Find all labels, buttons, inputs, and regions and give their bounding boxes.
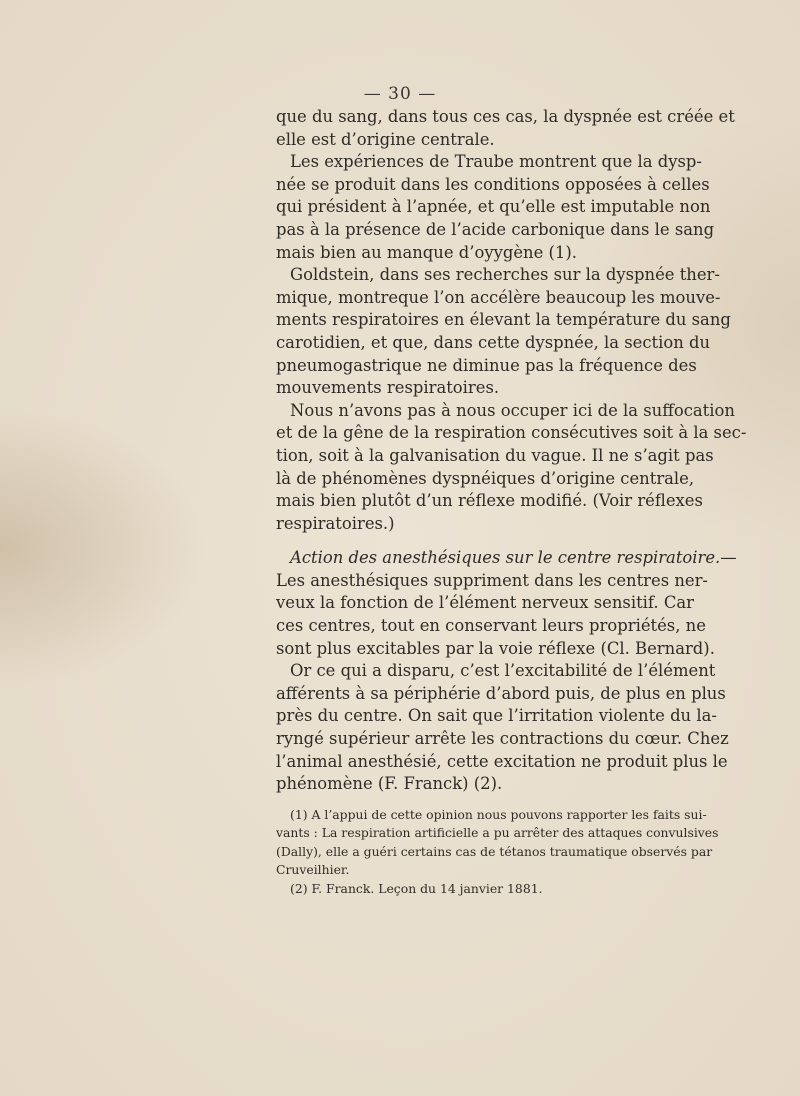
text-line: qui président à l’apnée, et qu’elle est imputable non (276, 197, 711, 217)
text-line: phénomène (F. Franck) (2). (276, 774, 503, 794)
paragraph-5 (276, 547, 737, 660)
text-line: tion, soit à la galvanisation du vague. Il ne s’agit pas (276, 445, 714, 465)
text-line: l’animal anesthésié, cette excitation ne produit plus le (276, 751, 728, 771)
text-line: Les expériences de Traube montrent que la dysp- (290, 152, 702, 172)
text-line: respiratoires.) (276, 513, 395, 533)
footnote-line: vants : La respiration artificielle a pu arrêter des attaques convulsives (276, 825, 719, 841)
text-line: elle est d’origine centrale. (276, 129, 495, 149)
text-line: mais bien au manque d’oyygène (1). (276, 242, 577, 262)
footnote-line: Cruveilhier. (276, 862, 350, 878)
text-line: là de phénomènes dyspnéiques d’origine centrale, (276, 468, 695, 488)
footnote-2 (276, 880, 694, 898)
paragraph-4 (276, 400, 747, 536)
text-line: mouvements respiratoires. (276, 378, 500, 398)
text-line: veux la fonction de l’élément nerveux sensitif. Car (276, 593, 694, 613)
text-line: mique, montreque l’on accélère beaucoup les mouve- (276, 287, 721, 307)
footnote-line: (2) F. Franck. Leçon du 14 janvier 1881. (290, 880, 543, 896)
paragraph-6 (276, 660, 729, 796)
text-line: née se produit dans les conditions opposées à celles (276, 174, 710, 194)
text-line: près du centre. On sait que l’irritation violente du la- (276, 706, 717, 726)
footnote-line: (Dally), elle a guéri certains cas de tétanos traumatique observés par (276, 843, 713, 859)
section-heading: Action des anesthésiques sur le centre respiratoire.— (290, 548, 737, 568)
page-number: — 30 — (363, 84, 437, 104)
text-line: ryngé supérieur arrête les contractions du cœur. Chez (276, 729, 729, 749)
text-line: Les anesthésiques suppriment dans les centres ner- (276, 570, 708, 590)
footnote-1 (276, 806, 719, 880)
footnotes (276, 806, 719, 898)
text-line: Goldstein, dans ses recherches sur la dyspnée ther- (290, 265, 720, 285)
text-line: afférents à sa périphérie d’abord puis, de plus en plus (276, 683, 726, 703)
paragraph-3 (276, 264, 731, 400)
text-line: Nous n’avons pas à nous occuper ici de la suffocation (290, 400, 735, 420)
body-text (276, 106, 747, 796)
paragraph-2 (276, 151, 715, 264)
text-line: pneumogastrique ne diminue pas la fréquence des (276, 355, 697, 375)
paragraph-1 (276, 106, 735, 151)
text-line: carotidien, et que, dans cette dyspnée, la section du (276, 332, 711, 352)
text-line: mais bien plutôt d’un réflexe modifié. (Voir réflexes (276, 491, 703, 511)
text-line: que du sang, dans tous ces cas, la dyspnée est créée et (276, 107, 735, 126)
footnote-line: (1) A l’appui de cette opinion nous pouvons rapporter les faits sui- (290, 807, 707, 822)
text-line: ces centres, tout en conservant leurs propriétés, ne (276, 616, 706, 636)
text-line: et de la gêne de la respiration consécutives soit à la sec- (276, 423, 747, 443)
text-line: Or ce qui a disparu, c’est l’excitabilité de l’élément (290, 661, 716, 681)
text-line: sont plus excitables par la voie réflexe (Cl. Bernard). (276, 638, 715, 658)
text-line: ments respiratoires en élevant la température du sang (276, 310, 731, 330)
text-line: pas à la présence de l’acide carbonique dans le sang (276, 219, 715, 239)
